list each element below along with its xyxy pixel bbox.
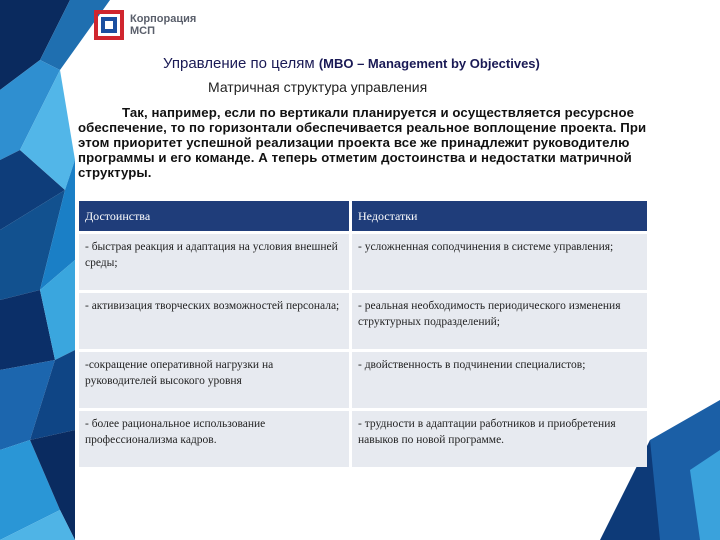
table-header-row (79, 201, 647, 231)
page-subtitle: Матричная структура управления (208, 79, 428, 95)
table-row (79, 411, 647, 467)
corporation-logo (94, 10, 196, 40)
table-row (79, 234, 647, 290)
table-row (79, 352, 647, 408)
logo-line1: Корпорация (130, 13, 197, 25)
advantage-cell: - более рациональное использование профессионализма кадров. (79, 411, 349, 467)
logo-line2: МСП (130, 25, 156, 37)
title-sub: (MBO – Management by Objectives) (318, 56, 540, 71)
disadvantage-cell: - трудности в адаптации работников и приобретения навыков по новой программе. (352, 411, 647, 467)
disadvantage-cell: - двойственность в подчинении специалистов; (352, 352, 647, 408)
pros-cons-table (76, 198, 650, 470)
disadvantage-cell: - реальная необходимость периодического изменения структурных подразделений; (352, 293, 647, 349)
disadvantage-cell: - усложненная соподчинения в системе управления; (352, 234, 647, 290)
advantage-cell: -сокращение оперативной нагрузки на руководителей высокого уровня (79, 352, 349, 408)
advantage-cell: - активизация творческих возможностей персонала; (79, 293, 349, 349)
advantage-cell: - быстрая реакция и адаптация на условия внешней среды; (79, 234, 349, 290)
intro-paragraph: Так, например, если по вертикали планируется и осуществляется ресурсное обеспечение, то по горизонтали обеспечивается реальное воплощение проекта. При этом приоритет успешной реализации проекта все же принадлежит руководителю программы и его команде. А теперь отметим достоинства и недостатки матричной структуры. (78, 105, 647, 180)
logo-mark-icon (94, 10, 124, 40)
header-advantages: Достоинства (79, 201, 349, 231)
title-main: Управление по целям (163, 55, 315, 72)
header-disadvantages: Недостатки (352, 201, 647, 231)
table-row (79, 293, 647, 349)
page-title (163, 55, 540, 72)
